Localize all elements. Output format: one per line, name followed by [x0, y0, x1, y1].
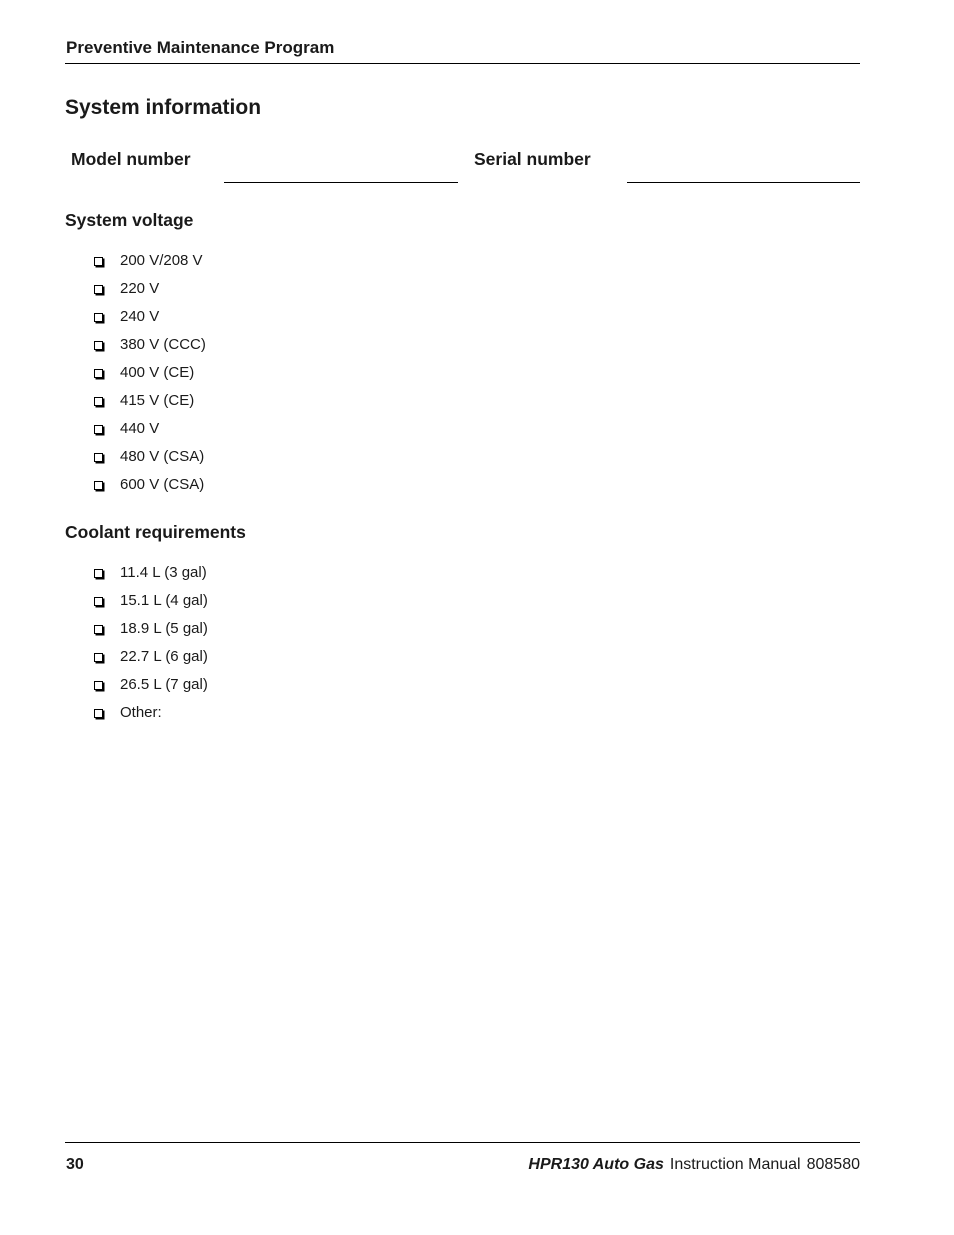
checkbox-icon[interactable]: [94, 481, 103, 490]
voltage-option[interactable]: [94, 358, 206, 386]
manual-label: Instruction Manual: [669, 1156, 801, 1173]
checkbox-icon[interactable]: [94, 453, 103, 462]
system-voltage-list: [94, 246, 206, 499]
checkbox-icon[interactable]: [94, 569, 103, 578]
page-number: 30: [66, 1156, 84, 1173]
model-number-field[interactable]: [224, 182, 458, 183]
header-title: Preventive Maintenance Program: [66, 38, 335, 57]
coolant-option-label: 11.4 L (3 gal): [120, 563, 207, 581]
checkbox-icon[interactable]: [94, 681, 103, 690]
part-number: 808580: [806, 1156, 860, 1173]
voltage-option-label: 240 V: [120, 307, 160, 325]
coolant-list: [94, 558, 208, 727]
checkbox-icon[interactable]: [94, 397, 103, 406]
page-footer: [65, 1142, 860, 1183]
coolant-option-label: 22.7 L (6 gal): [120, 647, 208, 665]
coolant-requirements-title: Coolant requirements: [65, 522, 246, 542]
footer-document-info: [528, 1156, 860, 1174]
voltage-option-label: 600 V (CSA): [120, 476, 205, 494]
voltage-option-label: 220 V: [120, 279, 160, 297]
checkbox-icon[interactable]: [94, 285, 103, 294]
system-voltage-title: System voltage: [65, 210, 194, 230]
page-header: [65, 36, 860, 64]
checkbox-icon[interactable]: [94, 597, 103, 606]
voltage-option-label: 380 V (CCC): [120, 335, 206, 353]
voltage-option-label: 200 V/208 V: [120, 251, 203, 269]
voltage-option[interactable]: [94, 415, 206, 443]
coolant-option[interactable]: [94, 614, 208, 642]
voltage-option[interactable]: [94, 330, 206, 358]
voltage-option[interactable]: [94, 386, 206, 414]
voltage-option[interactable]: [94, 302, 206, 330]
checkbox-icon[interactable]: [94, 313, 103, 322]
coolant-option-label: 15.1 L (4 gal): [120, 591, 208, 609]
model-number-label: Model number: [71, 149, 191, 169]
checkbox-icon[interactable]: [94, 625, 103, 634]
coolant-option-label: Other:: [120, 704, 162, 722]
coolant-option[interactable]: [94, 642, 208, 670]
checkbox-icon[interactable]: [94, 341, 103, 350]
section-title: System information: [65, 96, 262, 119]
coolant-option[interactable]: [94, 670, 208, 698]
voltage-option-label: 415 V (CE): [120, 392, 195, 410]
voltage-option[interactable]: [94, 274, 206, 302]
coolant-option-label: 18.9 L (5 gal): [120, 619, 208, 637]
serial-number-label: Serial number: [474, 149, 591, 169]
voltage-option-label: 440 V: [120, 420, 160, 438]
product-name: HPR130 Auto Gas: [528, 1156, 664, 1173]
voltage-option[interactable]: [94, 246, 206, 274]
checkbox-icon[interactable]: [94, 709, 103, 718]
coolant-option-label: 26.5 L (7 gal): [120, 675, 208, 693]
coolant-option[interactable]: [94, 698, 208, 726]
voltage-option-label: 480 V (CSA): [120, 448, 205, 466]
checkbox-icon[interactable]: [94, 257, 103, 266]
checkbox-icon[interactable]: [94, 369, 103, 378]
coolant-option[interactable]: [94, 586, 208, 614]
serial-number-field[interactable]: [627, 182, 860, 183]
coolant-option[interactable]: [94, 558, 208, 586]
voltage-option-label: 400 V (CE): [120, 363, 195, 381]
checkbox-icon[interactable]: [94, 653, 103, 662]
voltage-option[interactable]: [94, 471, 206, 499]
checkbox-icon[interactable]: [94, 425, 103, 434]
voltage-option[interactable]: [94, 443, 206, 471]
